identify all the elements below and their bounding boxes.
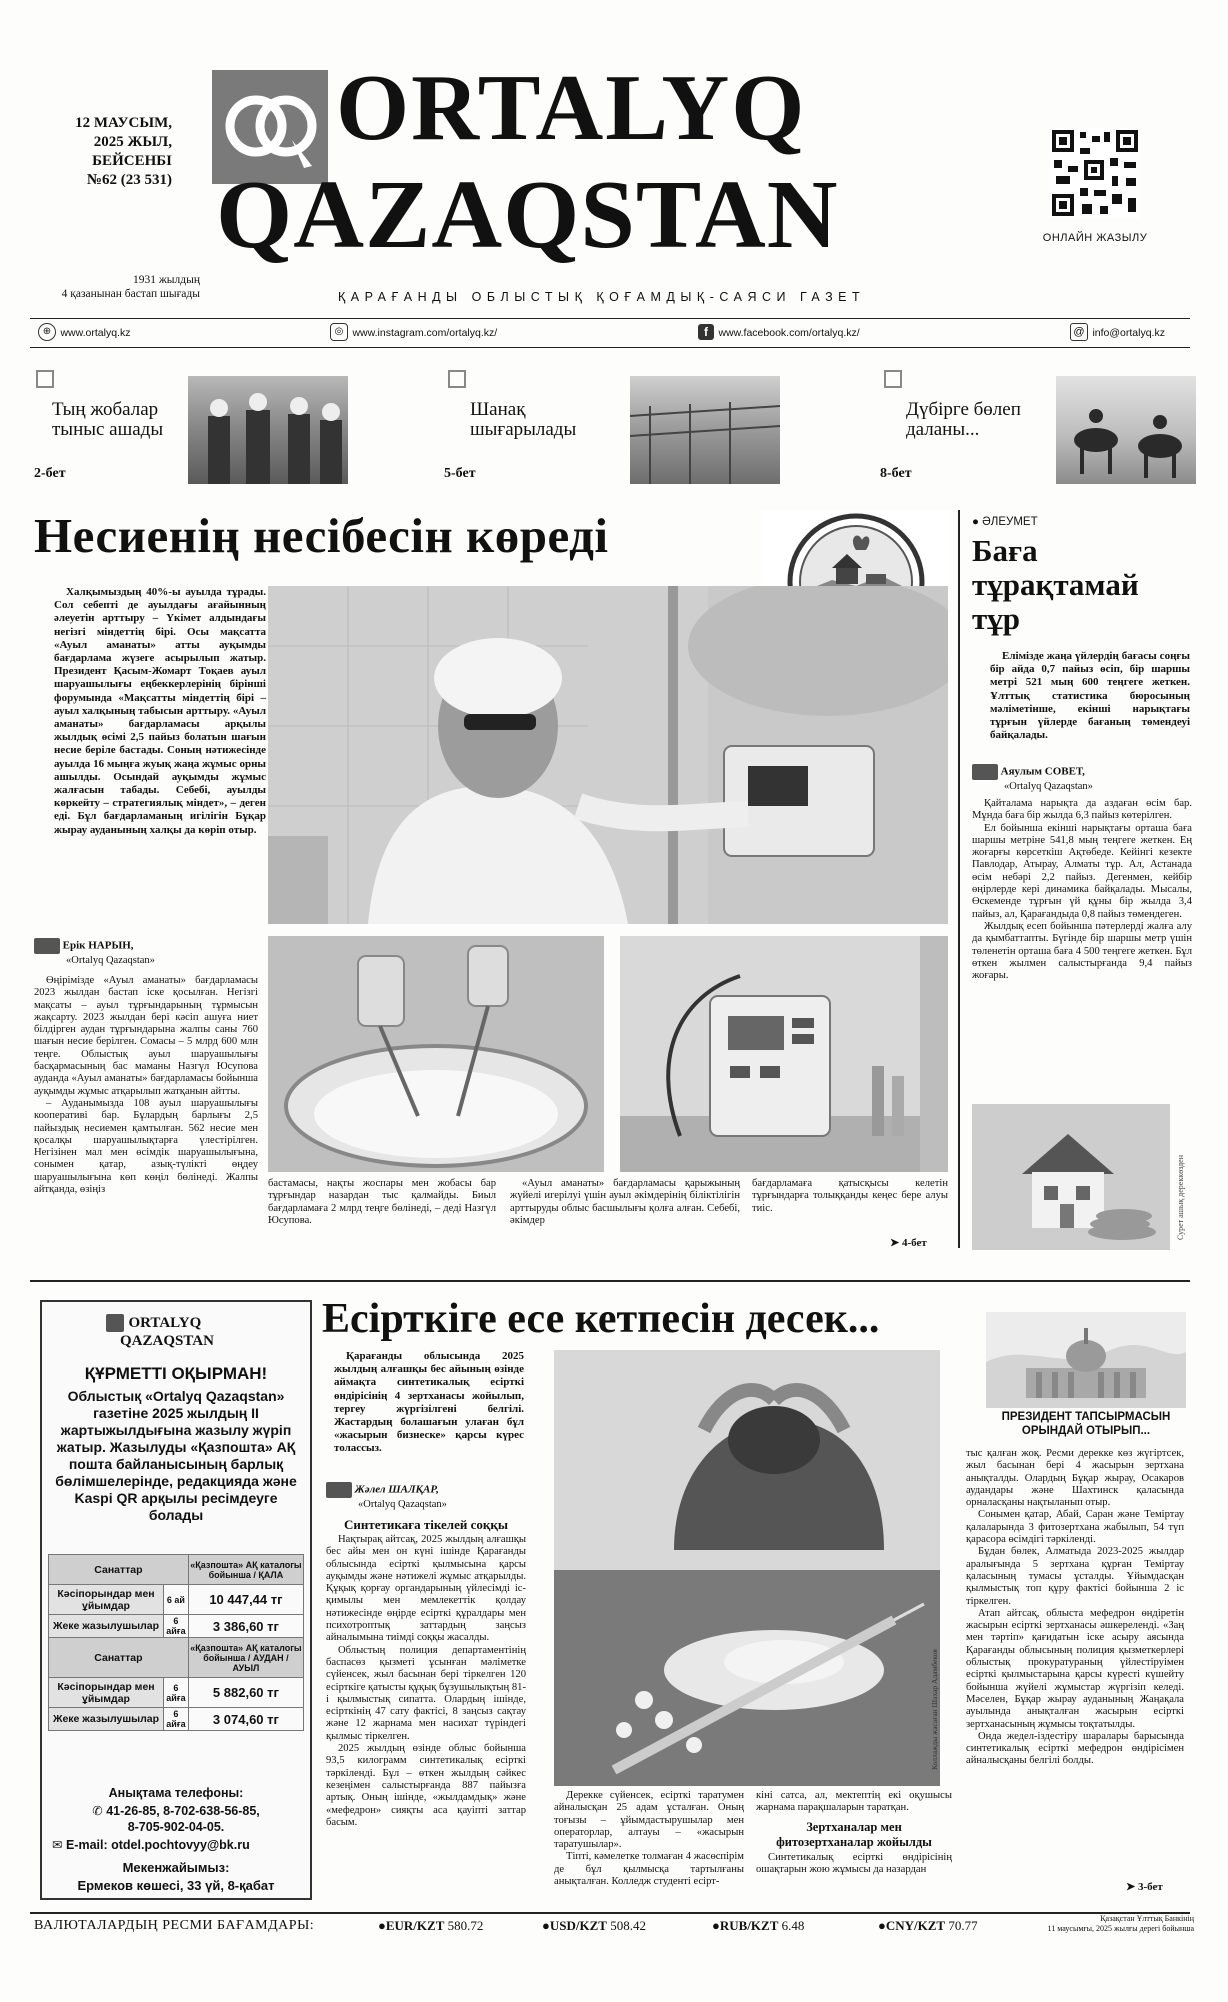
drug-body-col2 xyxy=(554,1790,744,1888)
box-email[interactable]: ✉ E-mail: otdel.pochtovyy@bk.ru xyxy=(52,1838,250,1852)
main-body-col3 xyxy=(510,1178,740,1227)
ornament-icon xyxy=(448,370,466,388)
logo-text: QAZAQSTAN xyxy=(120,1333,214,1350)
teaser-title: Дүбірге бөлеп даланы... xyxy=(906,399,1021,440)
phones-title: Анықтама телефоны: xyxy=(108,1786,244,1800)
side-body xyxy=(972,798,1192,982)
divider xyxy=(30,318,1190,319)
arrow-right-icon: ➤ xyxy=(1126,1881,1136,1893)
teaser-photo-factory xyxy=(630,376,780,484)
address: Ермеков көшесі, 33 үй, 8-қабат xyxy=(77,1878,275,1893)
lead-paragraph: Қарағанды облысында 2025 жылдың алғашқы бес айының өзінде аймақта синтетикалық есірткі өндірісінің 4 зертханасы жойылып, тергеу жүргізілгені белгілі. Жастардың болашағын улаған бұл «жасырын бизнеске» қарсы күрес толассыз. xyxy=(334,1350,524,1455)
paragraph: Жылдық есеп бойынша пәтерлерді жалға алу да қымбаттапты. Бүгінде бір шаршы метр үшін төленетін орташа баға 4 500 теңгеге жеткен. Бұл өткен жылмен салыстырғанда 9,4 пайыз жоғары. xyxy=(972,920,1192,982)
qr-label: ОНЛАЙН ЖАЗЫЛУ xyxy=(1042,232,1148,244)
price-table xyxy=(48,1554,304,1731)
weekday: БЕЙСЕНБІ xyxy=(92,153,172,169)
divider xyxy=(30,1280,1190,1282)
links-bar xyxy=(30,320,1190,346)
table-row xyxy=(49,1615,304,1638)
teaser-title: Тың жобалар тыныс ашады xyxy=(52,399,164,440)
vertical-divider xyxy=(958,510,960,1248)
byline xyxy=(34,938,254,967)
table-header-row xyxy=(49,1555,304,1585)
paragraph: Қайталама нарықта да аздаған өсім бар. Мұнда баға бір жылда 6,3 пайыз көтерілген. xyxy=(972,798,1192,822)
drug-body-col3 xyxy=(756,1790,952,1815)
table-cell: 6 айға xyxy=(164,1708,189,1731)
box-title: ҚҰРМЕТТІ ОҚЫРМАН! xyxy=(84,1364,268,1383)
main-headline: Несиенің несібесін көреді xyxy=(34,508,609,563)
table-row xyxy=(49,1585,304,1615)
paragraph: «Ауыл аманаты» бағдарламасы қарыжының жүйелі игерілуі үшін ауыл әкімдерінің біліктілігін арттыруды облыс басшылығы қолға алған. Себебі, әкімдер xyxy=(510,1178,740,1226)
paragraph: Нақтырақ айтсақ, 2025 жылдың алғашқы бес айы мен он күні ішінде Қарағанды облысында есірткі қылмысына қарсы ауқымды және нәтижелі жұмыс атқарылды. Құқық қорғау органдарының үйлесімді іс-қимылы мен мемлекеттік қолдау нәтижесінде өңірде есірткі құралдары мен психотроптық заттардың заңсыз айналымына тиімді соққы жасалды. xyxy=(326,1534,526,1644)
byline xyxy=(326,1482,526,1511)
bullet-icon: ● xyxy=(378,1918,386,1933)
link-website[interactable]: ⊕ www.ortalyq.kz xyxy=(38,323,130,341)
drug-headline: Есірткіге есе кетпесін десек... xyxy=(322,1296,880,1342)
author-org: «Ortalyq Qazaqstan» xyxy=(1004,781,1093,792)
paragraph: бастамасы, нақты жоспары мен жобасы бар тұрғындар назардан тыс қалмайды. Биыл бағдарламаға 2 млрд теңге бөлінеді, – деді Назгүл Юсупова. xyxy=(268,1178,496,1226)
teaser-page: 2-бет xyxy=(34,466,66,481)
table-cell: 6 ай xyxy=(164,1585,189,1615)
phone-icon: ✆ xyxy=(92,1804,103,1818)
teaser[interactable] xyxy=(880,370,1200,490)
teaser[interactable] xyxy=(444,370,764,490)
main-photo-milk-worker xyxy=(268,586,948,924)
photo-house-model xyxy=(972,1104,1170,1250)
teaser-page: 5-бет xyxy=(444,466,476,481)
table-cell: «Қазпошта» АҚ каталогы бойынша / ҚАЛА xyxy=(188,1555,303,1585)
subscription-box xyxy=(40,1300,312,1900)
ornament-icon xyxy=(884,370,902,388)
byline xyxy=(972,764,1192,793)
link-email[interactable]: @ info@ortalyq.kz xyxy=(1070,323,1165,341)
paragraph: Сонымен қатар, Абай, Саран және Теміртау қалаларында 3 фитозертхана жабылып, 54 түп қарасора өсімдігі тәркіленді. xyxy=(966,1509,1184,1546)
table-cell: Кәсіпорындар мен ұйымдар xyxy=(49,1678,164,1708)
table-cell: 3 386,60 тг xyxy=(188,1615,303,1638)
date-line: 2025 ЖЫЛ, xyxy=(93,134,172,150)
at-icon: @ xyxy=(1070,323,1088,341)
author-org: «Ortalyq Qazaqstan» xyxy=(66,955,155,966)
date-block xyxy=(62,114,172,190)
main-body-col4 xyxy=(752,1178,948,1215)
currency-title: ВАЛЮТАЛАРДЫҢ РЕСМИ БАҒАМДАРЫ: xyxy=(34,1918,315,1933)
teaser[interactable] xyxy=(30,370,350,490)
author-name: Жәлел ШАЛҚАР, xyxy=(354,1483,439,1496)
mail-icon: ✉ xyxy=(52,1838,63,1852)
paragraph: бағдарламаға қатысқысы келетін тұрғындарға толыққанды кеңес бере алуы тиіс. xyxy=(752,1178,948,1214)
table-cell: Жеке жазылушылар xyxy=(49,1615,164,1638)
table-cell: 10 447,44 тг xyxy=(188,1585,303,1615)
paragraph: Дерекке сүйенсек, есірткі таратумен айналысқан 25 адам ұсталған. Оның тоғызы – ұйымдастырушылар мен операторлар, алтауы – «жасырын таратушылар». xyxy=(554,1790,744,1851)
photo-drugs-collage xyxy=(554,1350,940,1786)
drug-body-col3b xyxy=(756,1852,952,1877)
ortalyq-logo-icon xyxy=(106,1314,124,1332)
table-cell: Жеке жазылушылар xyxy=(49,1708,164,1731)
paragraph: Өңірімізде «Ауыл аманаты» бағдарламасы 2023 жылдан бастап іске қосылған. Негізгі мақсаты – ауыл тұрғындарының тұрмысын жақсарту. 2023 жылдан бері кәсіп ашуға ниет білдірген аудан тұрғындарына жалпы саны 760 шағын несие берілген. Сомасы – 5 млрд 600 млн теңге. Облыстық ауыл шаруашылығы басқармасының бас маманы Назгүл Юсупова ауданда «Ауыл аманаты» бағдарламасы бойынша ауқымды жұмыс атқарылып жатқанын айтты. xyxy=(34,975,258,1097)
address-title: Мекенжайымыз: xyxy=(122,1860,230,1875)
phones: ✆ 41-26-85, 8-702-638-56-85, 8-705-902-04-05. xyxy=(92,1804,260,1834)
bullet-icon: ● xyxy=(712,1918,720,1933)
main-body-col1 xyxy=(34,975,258,1196)
photo-analyzer-device xyxy=(620,936,948,1172)
paragraph: тыс қалған жоқ. Ресми дерекке көз жүгіртсек, жыл басынан бері 4 жасырын зертхана анықталды. Олардың Бұқар жырау, Осакаров аудандары және Шахтинск қаласында орналасқаны нақтыланып отыр. xyxy=(966,1448,1184,1509)
rate-note: Қазақстан Ұлттық Банкінің 11 маусымғы, 2025 жылғы дерегі бойынша xyxy=(1047,1914,1194,1933)
teaser-title: Шанақ шығарылады xyxy=(470,399,577,440)
paragraph: – Ауданымызда 108 ауыл шаруашылығы кооперативі бар. Бұлардың барлығы 2,5 пайыздық несиемен қамтылған. 562 несие мен қосалқы шаруашылықтарға үлестірілген. Негізінен мал мен өсімдік шаруашылығына, сонымен қатар, азық-түлікті өңдеу шаруашылығына көп көңіл бөлінеді. Жалпы айтқанда, өзіңіз xyxy=(34,1097,258,1196)
box-logo xyxy=(106,1314,256,1350)
photo-akorda-building xyxy=(986,1312,1186,1408)
ortalyq-logo-icon xyxy=(972,764,998,780)
date-line: 12 МАУСЫМ, xyxy=(75,115,172,131)
photo-credit: Коллажды жасаған Шахар Адамбеков xyxy=(930,1649,939,1770)
teaser-page: 8-бет xyxy=(880,466,912,481)
rate-rub: ●RUB/KZT 6.48 xyxy=(712,1918,805,1933)
paragraph: Атап айтсақ, облыста мефедрон өндіретін жасырын есірткі зертханасы әшкереленді. «Заң мен тәртіп» қағидатын іске асыру аясында Қарағанды облысының полиция қызметкерлері облыстық прокуратураның үйлестіруімен есірткі қылмыстарына қарсы күресті күшейту бойынша жүйелі жұмыстар жүргізіп келеді. Мәселен, Бұқар жырау ауданының Жаңақала ауылында анықталған жасырын есірткі зертханасының жұмысы тоқтатылды. xyxy=(966,1607,1184,1730)
table-cell: Санаттар xyxy=(49,1638,189,1678)
masthead-title-1: ORTALYQ xyxy=(336,56,807,160)
main-lead xyxy=(54,586,266,837)
table-row xyxy=(49,1678,304,1708)
drug-body-col1 xyxy=(326,1534,526,1829)
bullet-icon: ● xyxy=(878,1918,886,1933)
table-cell: 5 882,60 тг xyxy=(188,1678,303,1708)
masthead-title-2: QAZAQSTAN xyxy=(216,161,839,269)
lead-paragraph: Халқымыздың 40%-ы ауылда тұрады. Сол себепті де ауылдағы ағайынның әлеуетін арттыру – Үкімет алдындағы негізгі міндеттің бірі. Осы мақсатта «Ауыл аманаты» атты ауқымды бағдарлама жүзеге асырылып жатыр. Президент Қасым-Жомарт Тоқаев ауыл шаруашылығы еңбеккерлерінің бірінші форумында «Мақсатты міндеттің бірі – ауыл халқының табысын арттыру. «Ауыл аманаты» бағдарламасы арқылы жылдық өсімі 2,5 пайыз болатын шағын несие беріле бастады. Соның нәтижесінде ауылда 16 мыңға жуық жаңа жұмыс орны ашылды. Осындай ауқымды жұмыс жалғасын табады. Себебі, ауылды көркейту – стратегиялық міндет», – деген еді. Бұл бағдарламаның игілігін Бұқар жырау ауданының халқы да көріп отыр. xyxy=(54,586,266,836)
arrow-right-icon: ➤ xyxy=(890,1237,900,1249)
table-cell: Санаттар xyxy=(49,1555,189,1585)
main-body-col2 xyxy=(268,1178,496,1227)
bullet-icon: ● xyxy=(542,1918,550,1933)
logo-text: ORTALYQ xyxy=(128,1315,202,1332)
photo-milk-tank xyxy=(268,936,604,1172)
drug-lead xyxy=(334,1350,524,1456)
table-cell: Кәсіпорындар мен ұйымдар xyxy=(49,1585,164,1615)
table-cell: 6 айға xyxy=(164,1615,189,1638)
rate-eur: ●EUR/KZT 580.72 xyxy=(378,1918,484,1933)
table-cell: «Қазпошта» АҚ каталогы бойынша / АУДАН /АУЫЛ xyxy=(188,1638,303,1678)
ornament-icon xyxy=(36,370,54,388)
paragraph: Бұдан бөлек, Алматыда 2023-2025 жылдар аралығында 5 зертхана құрған Теміртау қаласының тумасы ұсталды. Ұйымдасқан қылмыстық топ құру фактісі бойынша 2 іс тіркелген. xyxy=(966,1546,1184,1607)
author-org: «Ortalyq Qazaqstan» xyxy=(358,1499,447,1510)
subheading: Зертханалар мен фитозертханалар жойылды xyxy=(776,1820,932,1849)
photo-credit: Сурет ашық дереккөзден xyxy=(1176,1154,1185,1240)
issue-number: №62 (23 531) xyxy=(86,172,172,188)
lead-paragraph: Елімізде жаңа үйлердің бағасы соңғы бір айда 0,7 пайыз өсіп, бір шаршы метрі 521 мың 600 теңгеге жеткен. Ұлттық статистика бюросының мәліметінше, екінші нарықтағы тұрғын үйлерде бағаның төмендеуі байқалады. xyxy=(990,650,1190,742)
teaser-photo-horses xyxy=(1056,376,1196,484)
paragraph: 2025 жылдың өзінде облыс бойынша 93,5 килограмм синтетикалық есірткі тәркіленді. Бұл – өткен жылдың сәйкес кезеңімен салыстырғанда 887 пайызға артық. Оның ішінде, «жылдамдық» және «мефедрон» сияқты аса қауіпті заттар басым. xyxy=(326,1743,526,1828)
side-lead xyxy=(990,650,1190,742)
table-cell: 6 айға xyxy=(164,1678,189,1708)
subheading: Синтетикаға тікелей соққы xyxy=(344,1517,508,1532)
since-note: 1931 жылдың 4 қазанынан бастап шығады xyxy=(61,274,200,300)
teaser-photo-builders xyxy=(188,376,348,484)
box-text: Облыстық «Ortalyq Qazaqstan» газетіне 2025 жылдың ІІ жартыжылдығына жазылу жүріп жатыр. Жазылуды «Қазпошта» АҚ пошта байланысының барлық бөлімшелерінде, редакцияда және Kaspi QR арқылы ресімдеуге болады xyxy=(55,1388,297,1523)
drug-body-col4 xyxy=(966,1448,1184,1768)
bullet-icon: ● xyxy=(972,516,979,528)
rubric: ● ӘЛЕУМЕТ xyxy=(972,516,1038,528)
link-facebook[interactable]: f www.facebook.com/ortalyq.kz/ xyxy=(698,323,860,341)
table-header-row xyxy=(49,1638,304,1678)
paragraph: Тіпті, кәмелетке толмаған 4 жасөспірім де бұл қылмысқа тартылғаны анықталған. Колледж студенті есірт- xyxy=(554,1851,744,1888)
author-name: Ерік НАРЫН, xyxy=(62,939,134,952)
ortalyq-logo-icon xyxy=(326,1482,352,1498)
table-row xyxy=(49,1708,304,1731)
president-caption: ПРЕЗИДЕНТ ТАПСЫРМАСЫН ОРЫНДАЙ ОТЫРЫП... xyxy=(1001,1411,1171,1437)
masthead-subtitle: ҚАРАҒАНДЫ ОБЛЫСТЫҚ ҚОҒАМДЫҚ-САЯСИ ГАЗЕТ xyxy=(338,290,866,304)
table-cell: 3 074,60 тг xyxy=(188,1708,303,1731)
facebook-icon: f xyxy=(698,324,714,340)
divider xyxy=(30,1912,1190,1914)
globe-icon: ⊕ xyxy=(38,323,56,341)
instagram-icon: ◎ xyxy=(330,323,348,341)
ortalyq-logo-icon xyxy=(34,938,60,954)
masthead xyxy=(0,0,1228,320)
rate-usd: ●USD/KZT 508.42 xyxy=(542,1918,646,1933)
continue-link[interactable]: ➤ 3-бет xyxy=(1126,1881,1163,1893)
paragraph: Синтетикалық есірткі өндірісінің ошақтарын жою жұмысы да назардан xyxy=(756,1852,952,1876)
rate-cny: ●CNY/KZT 70.77 xyxy=(878,1918,978,1933)
paragraph: Ел бойынша екінші нарықтағы орташа баға шаршы метріне 541,8 мың теңгеге жеткен. Ең жоғарғы көрсеткіш Ақтөбеде. Кейінгі кезекте Павлодар, Атырау, Алматы тұр. Ал, Астанада өсім небәрі 2,2 пайыз. Дегенмен, кейбір өңірлерде кері динамика байқалады. Мысалы, Өскеменде тұрғын үй құны бір жылда 3,4 пайыз, ал, Қарағандыда 0,8 пайыз төмендеген. xyxy=(972,822,1192,920)
author-name: Аяулым СОВЕТ, xyxy=(1000,765,1085,778)
divider xyxy=(30,347,1190,348)
side-headline: Баға тұрақтамай тұр xyxy=(972,533,1139,636)
link-instagram[interactable]: ◎ www.instagram.com/ortalyq.kz/ xyxy=(330,323,497,341)
continue-link[interactable]: ➤ 4-бет xyxy=(890,1237,927,1249)
paragraph: Облыстың полиция департаментінің баспасөз қызметі ұсынған мәліметке сүйенсек, жыл басынан бері тіркелген 120 есірткіге қатысты құқық бұзушылықтың 81-і қылмыстық сипатта. Олардың ішінде, есірткінің 47 сату фактісі, 8 заңсыз сақтау және 12 жарнама мен насихат түріндегі қылмыс тіркелген. xyxy=(326,1644,526,1742)
qr-code[interactable] xyxy=(1050,128,1140,218)
paragraph: кіні сатса, ал, мектептің екі оқушысы жарнама парақшаларын таратқан. xyxy=(756,1790,952,1814)
paragraph: Онда жедел-іздестіру шаралары барысында синтетикалық есірткі мефедрон өндірісімен айналысқаны белгілі болды. xyxy=(966,1730,1184,1767)
